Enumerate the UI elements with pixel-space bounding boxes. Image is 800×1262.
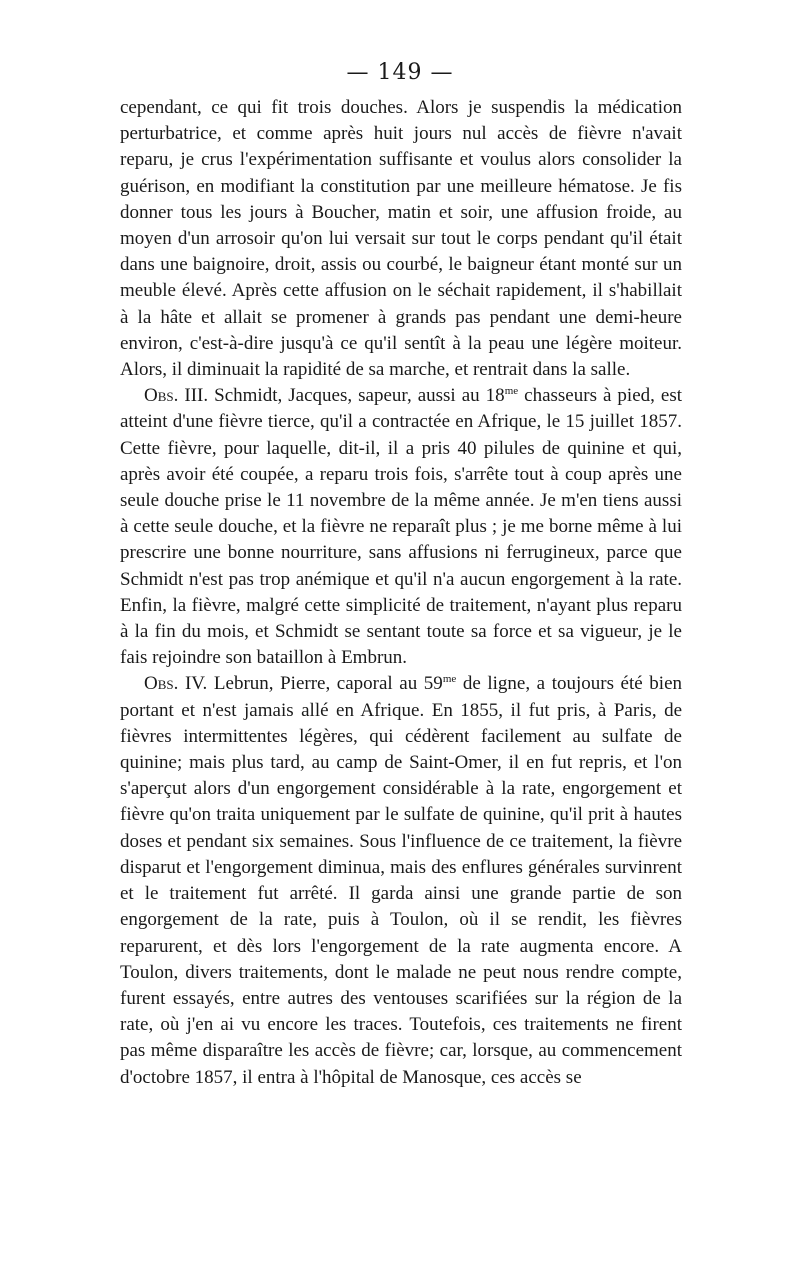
page-text-body [120, 95, 682, 1091]
paragraph-text: Lebrun, Pierre, caporal au 59 [213, 673, 443, 695]
paragraph-observation-3 [120, 383, 682, 671]
ordinal-superscript: me [442, 673, 457, 686]
page-number: — 149 — [346, 60, 454, 85]
paragraph-text: de ligne, a toujours été bien portant et n'est jamais allé en Afrique. En 1855, il fut pris, à Paris, de fièvres intermittentes légères, qui cédèrent facilement au sulfate de quinine; mais plus tard, au camp de Saint-Omer, il en fut repris, et l'on s'aperçut alors d'un engorgement considérable à la rate, engorgement et fièvre qu'on traita uniquement par le sulfate de quinine, qu'il prit à hautes doses et pendant six semaines. Sous l'influence de ce traitement, la fièvre disparut et l'engorgement diminua, mais des enflures générales survinrent et le traitement fut arrêté. Il garda ainsi une grande partie de son engorgement de la rate, puis à Toulon, où il se rendit, les fièvres reparurent, et dès lors l'engorgement de la rate augmenta encore. A Toulon, divers traitements, dont le malade ne peut nous rendre compte, furent essayés, entre autres des ventouses scarifiées sur la région de la rate, où j'en ai vu encore les traces. Toutefois, ces traitements ne firent pas même disparaître les accès de fièvre; car, lorsque, au commencement d'octobre 1857, il entra à l'hôpital de Manosque, ces accès se [120, 673, 683, 1088]
paragraph-continuation: cependant, ce qui fit trois douches. Alors je suspendis la médication perturbatrice, et comme après huit jours nul accès de fièvre n'avait reparu, je crus l'expérimentation suffisante et voulus alors consolider la guérison, en modifiant la constitution par une meilleure hématose. Je fis donner tous les jours à Boucher, matin et soir, une affusion froide, au moyen d'un arrosoir qu'on lui versait sur tout le corps pendant qu'il était dans une baignoire, droit, assis ou courbé, le baigneur étant monté sur un meuble élevé. Après cette affusion on le séchait rapidement, il s'habillait à la hâte et allait se promener à grands pas pendant une demi-heure environ, c'est-à-dire jusqu'à ce qu'il sentît à la peau une légère moiteur. Alors, il diminuait la rapidité de sa marche, et rentrait dans la salle. [120, 97, 682, 381]
observation-label: Obs. IV. [144, 673, 208, 695]
observation-label: Obs. III. [144, 385, 209, 407]
paragraph-text: Schmidt, Jacques, sapeur, aussi au 18 [214, 385, 505, 407]
ordinal-superscript: me [504, 385, 519, 398]
paragraph-text: chasseurs à pied, est atteint d'une fièvre tierce, qu'il a contractée en Afrique, le 15 juillet 1857. Cette fièvre, pour laquelle, dit-il, il a pris 40 pilules de quinine et qui, après avoir été coupée, a reparu trois fois, s'arrête tout à coup après une seule douche prise le 11 novembre de la même année. Je m'en tiens aussi à cette seule douche, et la fièvre ne reparaît plus ; je me borne même à lui prescrire une bonne nourriture, sans affusions ni ferrugineux, parce que Schmidt n'est pas trop anémique et qu'il n'a aucun engorgement à la rate. Enfin, la fièvre, malgré cette simplicité de traitement, n'ayant plus reparu à la fin du mois, et Schmidt se sentant toute sa force et sa vigueur, je le fais rejoindre son bataillon à Embrun. [120, 385, 683, 669]
paragraph-observation-4 [120, 671, 682, 1090]
